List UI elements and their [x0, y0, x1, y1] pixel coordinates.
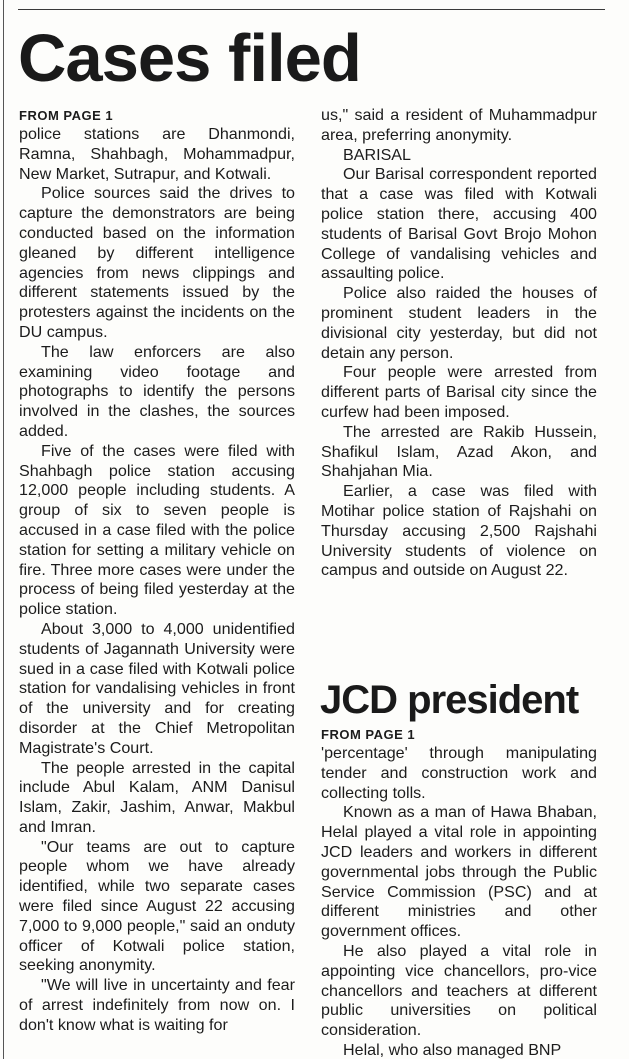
paragraph: 'percentage' through manipulating tender and construction work and collecting tolls. — [321, 744, 597, 802]
kicker-from-page-1: FROM PAGE 1 — [321, 727, 416, 742]
story-column-left — [19, 108, 295, 1036]
kicker-from-page-1: FROM PAGE 1 — [19, 108, 114, 123]
story-column-right — [321, 106, 597, 581]
dateline-barisal: BARISAL — [343, 145, 411, 164]
headline-cases-filed: Cases filed — [18, 21, 361, 96]
paragraph: The arrested are Rakib Hussein, Shafikul Islam, Azad Akon, and Shahjahan Mia. — [321, 422, 597, 481]
story-column-jcd — [321, 727, 597, 1061]
paragraph: The people arrested in the capital include Abul Kalam, ANM Danisul Islam, Zakir, Jashim, Anwar, Makbul and Imran. — [19, 758, 295, 836]
column-rule-left — [3, 0, 4, 1059]
paragraph: Helal, who also managed BNP — [343, 1040, 562, 1059]
paragraph: Five of the cases were filed with Shahbagh police station accusing 12,000 people including students. A group of six to seven people is accused in a case filed with the police station for setting a military vehicle on fire. Three more cases were under the process of being filed yesterday at the police station. — [19, 441, 295, 619]
paragraph: Known as a man of Hawa Bhaban, Helal played a vital role in appointing JCD leaders and workers in different governmental jobs through the Public Service Commission (PSC) and at different ministries and other government offices. — [321, 803, 597, 941]
paragraph: Earlier, a case was filed with Motihar police station of Rajshahi on Thursday accusing 2,500 Rajshahi University students of violence on campus and outside on August 22. — [321, 482, 597, 580]
headline-jcd-president: JCD president — [320, 678, 579, 722]
paragraph: us," said a resident of Muhammadpur area, preferring anonymity. — [321, 106, 597, 144]
top-rule — [18, 9, 605, 10]
paragraph: About 3,000 to 4,000 unidentified students of Jagannath University were sued in a case filed with Kotwali police station for vandalising vehicles in front of the university and for creating disorder at the Chief Metropolitan Magistrate's Court. — [19, 619, 295, 757]
paragraph: police stations are Dhanmondi, Ramna, Shahbagh, Mohammadpur, New Market, Sutrapur, and Kotwali. — [19, 125, 295, 183]
paragraph: Police sources said the drives to capture the demonstrators are being conducted based on the information gleaned by different intelligence agencies from news clippings and different statements issued by the protesters against the incidents on the DU campus. — [19, 184, 295, 341]
paragraph: "We will live in uncertainty and fear of arrest indefinitely from now on. I don't know what is waiting for — [19, 976, 295, 1034]
paragraph: "Our teams are out to capture people whom we have already identified, while two separate cases were filed since August 22 accusing 7,000 to 9,000 people," said an onduty officer of Kotwali police station, seeking anonymity. — [19, 837, 295, 975]
paragraph: Our Barisal correspondent reported that a case was filed with Kotwali police station there, accusing 400 students of Barisal Govt Brojo Mohon College of vandalising vehicles and assaulting police. — [321, 165, 597, 283]
paragraph: The law enforcers are also examining video footage and photographs to identify the persons involved in the clashes, the sources added. — [19, 342, 295, 440]
paragraph: He also played a vital role in appointing vice chancellors, pro-vice chancellors and teachers at different public universities on political consideration. — [321, 941, 597, 1040]
paragraph: Police also raided the houses of prominent student leaders in the divisional city yesterday, but did not detain any person. — [321, 284, 597, 362]
paragraph: Four people were arrested from different parts of Barisal city since the curfew had been imposed. — [321, 363, 597, 421]
